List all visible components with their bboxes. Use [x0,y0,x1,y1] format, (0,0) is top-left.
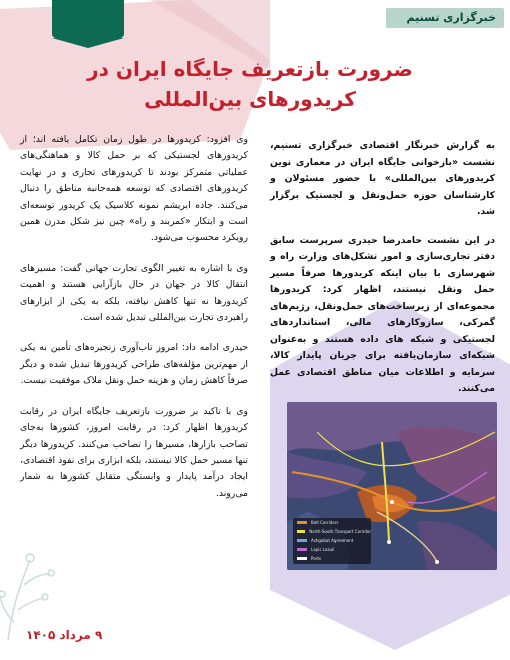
corridor-map [287,402,497,570]
title-line-2: کریدورهای بین‌المللی [144,87,356,111]
legend-item [293,554,371,563]
legend-swatch [297,530,305,533]
publish-date: ۹ مرداد ۱۴۰۵ [26,628,103,642]
publisher-name: خبرگزاری تسنیم [386,8,504,28]
legend-label: Lapis Lazuli [311,547,335,552]
legend-label: Belt Corridors [311,520,339,525]
article-lead-column [270,138,495,410]
legend-item [293,527,371,536]
legend-swatch [297,521,307,524]
lead-paragraph: در این نشست حامدرضا حیدری سرپرست سابق دفتر تجاری‌سازی و امور تشکل‌های وزارت راه و شهرسازی با بیان اینکه کریدورها صرفاً مسیر حمل ونقل نیستند، اظهار کرد: کریدورها مجموعه‌ای از زیرساخت‌های حمل‌ونقل، رژیم‌های گمرکی، سازوکارهای مالی، استانداردهای لجستیکی و شبکه‌ های داده هستند و به‌عنوان شبکه‌ای سازمان‌یافته برای جریان پایدار کالا، سرمایه و اطلاعات میان مناطق اقتصادی عمل می‌کنند. [270,234,495,394]
legend-item [293,518,371,527]
article-body-column [20,132,248,516]
legend-label: Ports [311,556,322,561]
map-legend [293,518,371,564]
legend-label: Ashgabat Agreement [311,538,354,543]
legend-swatch [297,548,307,551]
legend-label: North-South Transport Corridor [309,529,371,534]
lead-paragraph: به گزارش خبرنگار اقتصادی خبرگزاری تسنیم، نشست «بازخوانی جایگاه ایران در معماری نوین کریدورهای بین‌المللی» با حضور مسئولان و کارشناسان حوزه حمل‌ونقل و لجستیک برگزار شد. [270,140,495,217]
title-line-1: ضرورت بازتعریف جایگاه ایران در [87,57,413,81]
publisher-ribbon [52,0,124,38]
legend-item [293,545,371,554]
floral-decoration [0,530,60,640]
body-paragraph: حیدری ادامه داد: امروز تاب‌آوری زنجیره‌های تأمین به یکی از مهم‌ترین مؤلفه‌های طراحی کریدورها تبدیل شده و دیگر صرفاً کاهش زمان و هزینه حمل ونقل ملاک موفقیت نیست. [20,342,248,387]
article-title [60,54,440,114]
legend-swatch [297,557,307,560]
legend-swatch [297,539,307,542]
body-paragraph: وی با اشاره به تغییر الگوی تجارت جهانی گفت: مسیرهای انتقال کالا در جهان در حال بازآرایی هستند و اهمیت کریدورها نه تنها کاهش نیافته، بلکه به یکی از ابزارهای راهبردی تجارت بین‌المللی تبدیل شده است. [20,262,248,324]
legend-item [293,536,371,545]
body-paragraph: وی با تاکید بر ضرورت بازتعریف جایگاه ایران در رقابت کریدورها اظهار کرد: در رقابت امروز، کشورها به‌جای تصاحب بازارها، مسیرها را تصاحب می‌کنند. کریدورها دیگر تنها مسیر حمل کالا نیستند، بلکه ابزاری برای نفوذ اقتصادی، ایجاد درآمد پایدار و وابستگی متقابل کشورها به شمار می‌روند. [20,405,248,499]
body-paragraph: وی افزود: کریدورها در طول زمان تکامل یافته اند؛ از کریدورهای لجستیکی که بر حمل کالا و هماهنگی‌های عملیاتی متمرکز بودند تا کریدورهای تجاری و در نهایت کریدورهای اقتصادی که توسعه همه‌جانبه مناطق را دنبال می‌کنند. جاده ابریشم نمونه کلاسیک یک کریدور توسعه‌ای است و ابتکار «کمربند و راه» چین نیز شکل مدرن همین رویکرد محسوب می‌شود. [20,134,248,244]
